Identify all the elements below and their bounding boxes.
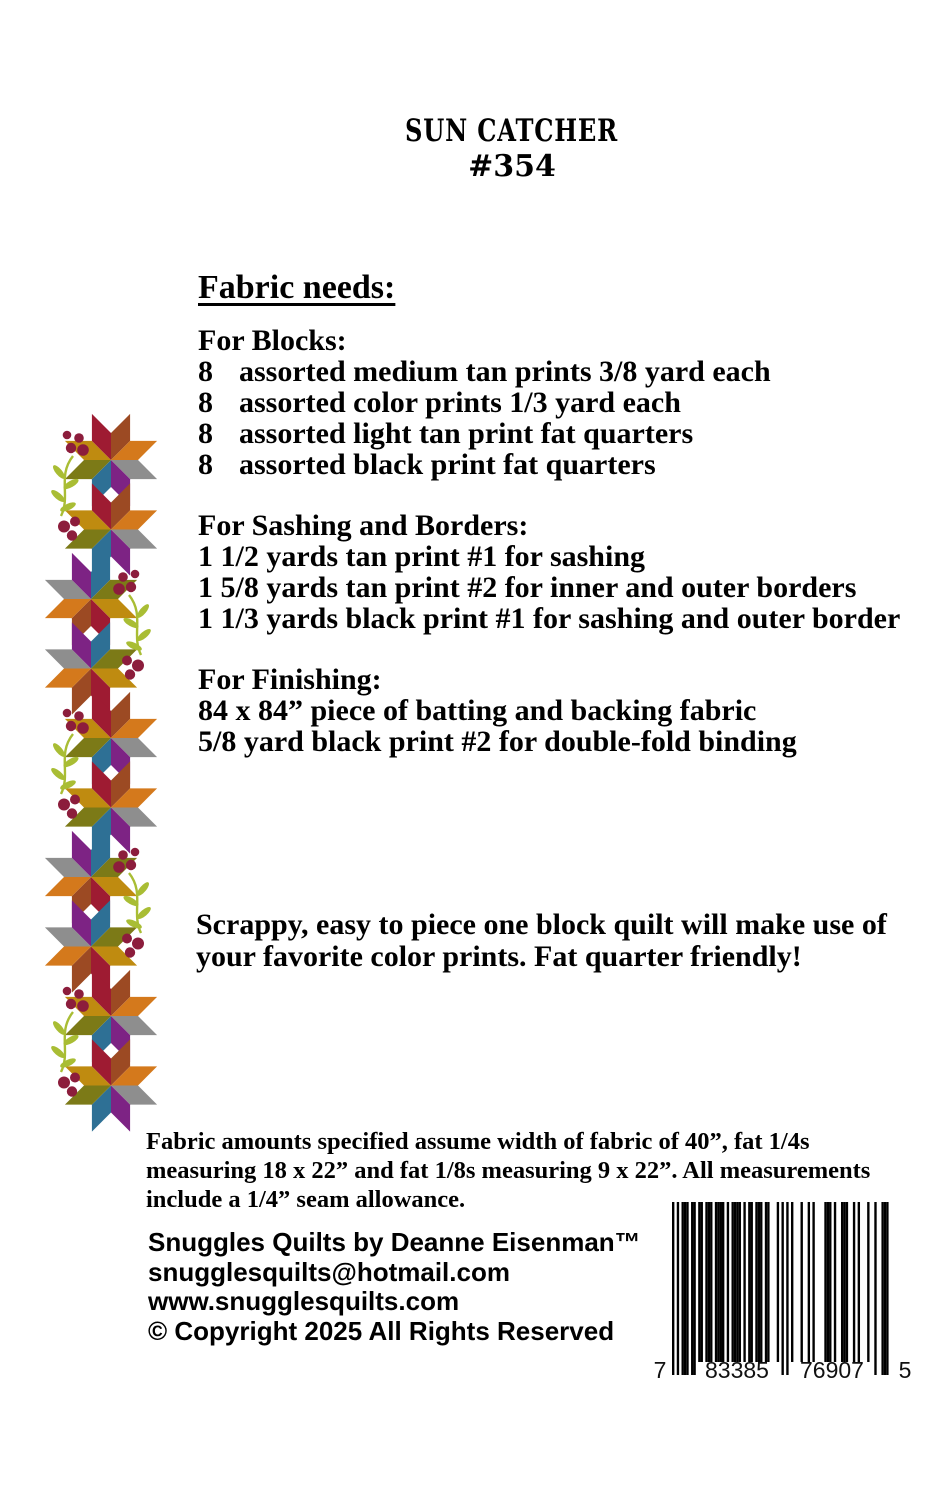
barcode-bar xyxy=(717,1202,719,1362)
barcode-bar xyxy=(720,1202,722,1362)
barcode-bar xyxy=(684,1202,686,1375)
barcode-bar xyxy=(760,1202,762,1362)
barcode-bar xyxy=(734,1202,736,1362)
fabric-item xyxy=(198,541,940,572)
barcode-bar xyxy=(677,1202,679,1375)
barcode-bar xyxy=(755,1202,757,1362)
barcode-bar xyxy=(751,1202,753,1362)
barcode-bar xyxy=(881,1202,883,1375)
barcode-bar xyxy=(824,1202,826,1362)
fabric-section xyxy=(198,510,940,634)
barcode-bar xyxy=(853,1202,855,1362)
berry xyxy=(70,795,80,805)
fabric-item xyxy=(198,387,940,418)
barcode-bar xyxy=(812,1202,814,1362)
barcode-bar xyxy=(705,1202,707,1362)
fabric-item-text: 84 x 84” piece of batting and backing fabric xyxy=(198,694,757,727)
fabric-item xyxy=(198,726,940,757)
fabric-item xyxy=(198,449,940,480)
fabric-section-heading: For Sashing and Borders: xyxy=(198,509,529,542)
barcode-digit-lead: 7 xyxy=(653,1357,667,1383)
berry xyxy=(113,861,125,873)
barcode-bar xyxy=(829,1202,831,1362)
barcode-bar xyxy=(736,1202,738,1362)
berry xyxy=(74,433,84,443)
barcode-bar xyxy=(710,1202,712,1362)
barcode-bar xyxy=(843,1202,845,1362)
star-border-decoration xyxy=(40,408,190,1138)
barcode-bar xyxy=(727,1202,729,1362)
barcode-bar xyxy=(786,1202,788,1375)
berry xyxy=(63,431,72,440)
fabric-item xyxy=(198,695,940,726)
fabric-item-text: 1 1/3 yards black print #1 for sashing and outer border xyxy=(198,602,901,635)
fabric-item-text: assorted color prints 1/3 yard each xyxy=(239,386,681,419)
publisher-line: snugglesquilts@hotmail.com xyxy=(148,1256,510,1287)
barcode-bar xyxy=(698,1202,700,1362)
barcode-bar xyxy=(767,1202,769,1362)
barcode-bar xyxy=(846,1202,848,1362)
barcode-bar xyxy=(758,1202,760,1362)
page-title: SUN CATCHER xyxy=(405,113,619,149)
description-line: Scrappy, easy to piece one block quilt will make use of xyxy=(196,908,887,941)
fabric-item-text: assorted light tan print fat quarters xyxy=(239,417,694,450)
barcode-bar xyxy=(874,1202,876,1375)
description-line: your favorite color prints. Fat quarter friendly! xyxy=(196,940,802,973)
berry xyxy=(122,934,132,944)
barcode-bar xyxy=(867,1202,869,1362)
barcode-bar xyxy=(715,1202,717,1362)
fabric-item-qty: 8 xyxy=(198,448,213,481)
barcode-bar xyxy=(701,1202,703,1362)
fine-print-line: measuring 18 x 22” and fat 1/8s measuring 9 x 22”. All measurements xyxy=(146,1157,871,1184)
upc-barcode xyxy=(648,1196,916,1392)
berry xyxy=(126,582,136,592)
fabric-item-qty: 8 xyxy=(198,417,213,450)
berry xyxy=(66,721,76,731)
berry xyxy=(67,530,77,540)
fabric-needs xyxy=(198,270,940,757)
pattern-number: #354 xyxy=(468,149,556,184)
header xyxy=(312,113,712,184)
fabric-item-qty: 8 xyxy=(198,386,213,419)
barcode-bar xyxy=(765,1202,767,1362)
berry xyxy=(67,808,77,818)
berry xyxy=(70,1073,80,1083)
publisher-info xyxy=(148,1228,668,1346)
fabric-item-text: 1 1/2 yards tan print #1 for sashing xyxy=(198,540,646,573)
barcode-bar xyxy=(743,1202,745,1362)
berry xyxy=(77,444,89,456)
berry xyxy=(126,860,136,870)
barcode-bar xyxy=(708,1202,710,1362)
berry xyxy=(63,987,72,996)
fabric-sections xyxy=(198,325,940,757)
pattern-description xyxy=(196,909,940,973)
berry xyxy=(125,947,135,957)
barcode-bar xyxy=(834,1202,836,1362)
berry xyxy=(70,517,80,527)
berry xyxy=(77,722,89,734)
fine-print-line: Fabric amounts specified assume width of fabric of 40”, fat 1/4s xyxy=(146,1128,810,1155)
berry xyxy=(58,521,70,533)
barcode-bar xyxy=(693,1202,695,1375)
fabric-section-heading: For Finishing: xyxy=(198,663,382,696)
publisher-line: © Copyright 2025 All Rights Reserved xyxy=(148,1315,615,1346)
berry xyxy=(66,443,76,453)
barcode-bar xyxy=(672,1202,674,1375)
fabric-section-heading: For Blocks: xyxy=(198,324,347,357)
fabric-item xyxy=(198,418,940,449)
berry xyxy=(74,989,84,999)
barcode-bar xyxy=(801,1202,803,1362)
barcode-bar xyxy=(732,1202,734,1362)
berry xyxy=(67,1086,77,1096)
fabric-item-qty: 8 xyxy=(198,355,213,388)
berry xyxy=(113,583,125,595)
barcode-bar xyxy=(722,1202,724,1362)
fabric-item-text: 5/8 yard black print #2 for double-fold binding xyxy=(198,725,797,758)
barcode-bar xyxy=(808,1202,810,1362)
barcode-bar xyxy=(686,1202,688,1375)
barcode-bar xyxy=(886,1202,888,1375)
publisher-line: Snuggles Quilts by Deanne Eisenman™ xyxy=(148,1227,641,1257)
barcode-bar xyxy=(791,1202,793,1362)
berry xyxy=(122,656,132,666)
berry xyxy=(125,669,135,679)
fine-print-line: include a 1/4” seam allowance. xyxy=(146,1186,466,1213)
publisher-line: www.snugglesquilts.com xyxy=(148,1286,460,1316)
barcode-bar xyxy=(748,1202,750,1362)
berry xyxy=(131,848,140,857)
quilt-stars-illustration xyxy=(40,408,190,1138)
fabric-section xyxy=(198,664,940,757)
barcode-bar xyxy=(841,1202,843,1362)
fabric-item xyxy=(198,356,940,387)
berry xyxy=(132,660,144,672)
barcode-bar xyxy=(827,1202,829,1362)
fabric-needs-heading: Fabric needs: xyxy=(198,269,396,306)
berry xyxy=(131,570,140,579)
fabric-item xyxy=(198,572,940,603)
berry xyxy=(58,799,70,811)
barcode-digit-trail: 5 xyxy=(898,1357,912,1383)
berry xyxy=(63,709,72,718)
barcode-bar xyxy=(781,1202,783,1375)
berry xyxy=(118,572,128,582)
barcode-bar xyxy=(858,1202,860,1362)
fabric-item xyxy=(198,603,940,634)
barcode-bar xyxy=(691,1202,693,1375)
barcode-bar xyxy=(739,1202,741,1362)
berry xyxy=(132,938,144,950)
berry xyxy=(66,999,76,1009)
barcode-bars xyxy=(648,1196,916,1392)
fabric-item-text: assorted medium tan prints 3/8 yard each xyxy=(239,355,771,388)
berry xyxy=(74,711,84,721)
barcode-digit-group2: 76907 xyxy=(800,1357,864,1383)
berry xyxy=(77,1000,89,1012)
berry xyxy=(118,850,128,860)
fabric-item-text: assorted black print fat quarters xyxy=(239,448,656,481)
fabric-section xyxy=(198,325,940,480)
barcode-bar xyxy=(884,1202,886,1375)
fabric-item-text: 1 5/8 yards tan print #2 for inner and outer borders xyxy=(198,571,857,604)
berry xyxy=(58,1077,70,1089)
barcode-digit-group1: 83385 xyxy=(705,1357,769,1383)
barcode-bar xyxy=(777,1202,779,1362)
barcode-bar xyxy=(682,1202,684,1375)
